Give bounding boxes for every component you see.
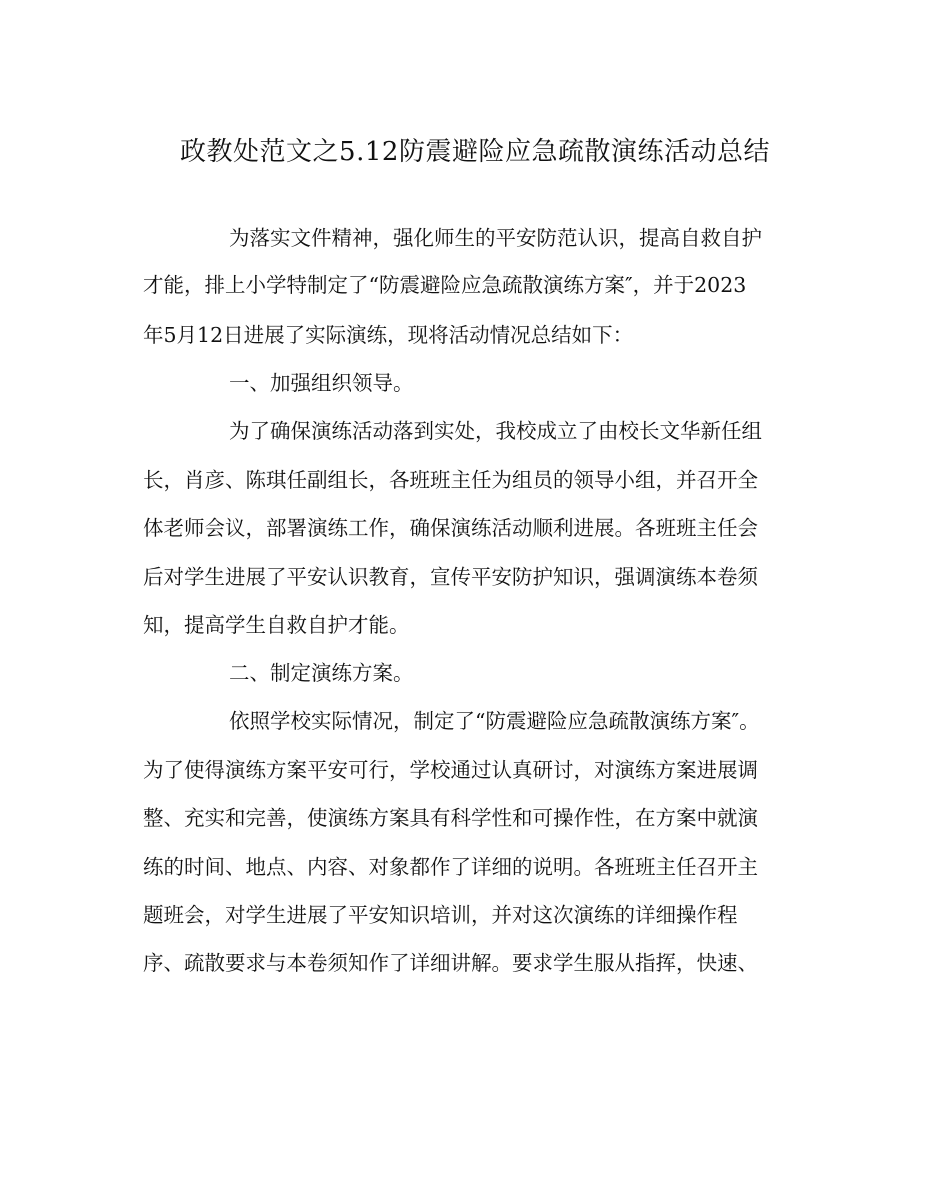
paragraph-line: 为落实文件精神，强化师生的平安防范认识，提高自救自护 <box>229 226 762 250</box>
paragraph-line: 整、充实和完善，使演练方案具有科学性和可操作性，在方案中就演 <box>143 806 758 830</box>
section-heading: 二、制定演练方案。 <box>229 661 414 685</box>
paragraph-line: 题班会，对学生进展了平安知识培训，并对这次演练的详细操作程 <box>143 903 738 927</box>
paragraph-line: 练的时间、地点、内容、对象都作了详细的说明。各班班主任召开主 <box>143 855 758 879</box>
paragraph-line: 知，提高学生自救自护才能。 <box>143 613 410 637</box>
paragraph-line: 依照学校实际情况，制定了“防震避险应急疏散演练方案″。 <box>229 709 760 733</box>
paragraph-line: 才能，排上小学特制定了“防震避险应急疏散演练方案″，并于2023 <box>143 273 747 297</box>
paragraph-line: 序、疏散要求与本卷须知作了详细讲解。要求学生服从指挥，快速、 <box>143 951 758 975</box>
paragraph-line: 为了确保演练活动落到实处，我校成立了由校长文华新任组 <box>229 419 762 443</box>
paragraph-line: 年5月12日进展了实际演练，现将活动情况总结如下： <box>143 323 634 347</box>
document-title: 政教处范文之5.12防震避险应急疏散演练活动总结 <box>180 137 770 167</box>
paragraph-line: 体老师会议，部署演练工作，确保演练活动顺利进展。各班班主任会 <box>143 516 758 540</box>
paragraph-line: 长，肖彦、陈琪任副组长，各班班主任为组员的领导小组，并召开全 <box>143 468 758 492</box>
paragraph-line: 后对学生进展了平安认识教育，宣传平安防护知识，强调演练本卷须 <box>143 565 758 589</box>
section-heading: 一、加强组织领导。 <box>229 371 414 395</box>
paragraph-line: 为了使得演练方案平安可行，学校通过认真研讨，对演练方案进展调 <box>143 758 758 782</box>
